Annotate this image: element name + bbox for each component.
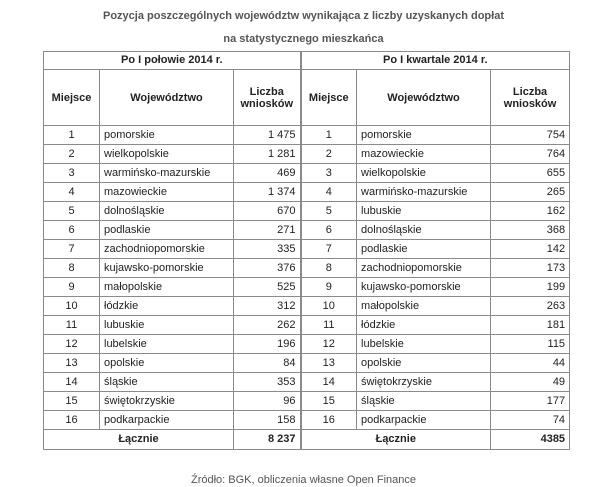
cell-count-left: 96	[234, 392, 301, 411]
cell-place-left: 16	[44, 411, 100, 430]
cell-region-right: podlaskie	[357, 240, 491, 259]
cell-place-right: 2	[301, 145, 357, 164]
table-row	[44, 202, 570, 221]
cell-count-right: 764	[491, 145, 570, 164]
col-header-count-right	[491, 70, 570, 126]
cell-region-right: pomorskie	[357, 126, 491, 145]
cell-place-left: 7	[44, 240, 100, 259]
cell-count-left: 196	[234, 335, 301, 354]
cell-region-left: lubelskie	[100, 335, 234, 354]
total-label-right: Łącznie	[301, 430, 491, 450]
cell-region-right: małopolskie	[357, 297, 491, 316]
cell-place-left: 3	[44, 164, 100, 183]
cell-region-left: opolskie	[100, 354, 234, 373]
col-header-region-left: Województwo	[100, 70, 234, 126]
cell-count-left: 84	[234, 354, 301, 373]
table-body	[44, 126, 570, 430]
cell-place-left: 1	[44, 126, 100, 145]
col-header-count-line2: wniosków	[240, 97, 294, 110]
cell-count-right: 115	[491, 335, 570, 354]
table-row	[44, 373, 570, 392]
cell-count-left: 1 374	[234, 183, 301, 202]
cell-place-right: 16	[301, 411, 357, 430]
cell-place-left: 2	[44, 145, 100, 164]
cell-region-right: śląskie	[357, 392, 491, 411]
cell-place-left: 4	[44, 183, 100, 202]
cell-region-left: podlaskie	[100, 221, 234, 240]
cell-region-right: opolskie	[357, 354, 491, 373]
cell-place-left: 8	[44, 259, 100, 278]
cell-count-right: 199	[491, 278, 570, 297]
cell-place-right: 15	[301, 392, 357, 411]
total-label-left: Łącznie	[44, 430, 234, 450]
cell-place-left: 12	[44, 335, 100, 354]
column-header-row	[44, 70, 570, 126]
table-row	[44, 278, 570, 297]
table-row	[44, 335, 570, 354]
cell-region-right: świętokrzyskie	[357, 373, 491, 392]
total-value-right: 4385	[491, 430, 570, 450]
cell-place-left: 10	[44, 297, 100, 316]
cell-region-left: wielkopolskie	[100, 145, 234, 164]
cell-place-left: 5	[44, 202, 100, 221]
cell-place-left: 6	[44, 221, 100, 240]
cell-region-right: łódzkie	[357, 316, 491, 335]
cell-region-left: dolnośląskie	[100, 202, 234, 221]
cell-count-left: 271	[234, 221, 301, 240]
table-row	[44, 392, 570, 411]
cell-place-right: 8	[301, 259, 357, 278]
group-header-left: Po I połowie 2014 r.	[44, 52, 301, 70]
cell-region-left: zachodniopomorskie	[100, 240, 234, 259]
col-header-count-left	[234, 70, 301, 126]
cell-count-left: 525	[234, 278, 301, 297]
table-row	[44, 183, 570, 202]
group-header-row	[44, 52, 570, 70]
table-row	[44, 221, 570, 240]
cell-region-left: pomorskie	[100, 126, 234, 145]
cell-count-right: 655	[491, 164, 570, 183]
total-row	[44, 430, 570, 450]
cell-count-left: 335	[234, 240, 301, 259]
cell-place-right: 12	[301, 335, 357, 354]
cell-region-left: mazowieckie	[100, 183, 234, 202]
cell-place-left: 15	[44, 392, 100, 411]
cell-region-right: mazowieckie	[357, 145, 491, 164]
cell-count-left: 376	[234, 259, 301, 278]
cell-place-right: 3	[301, 164, 357, 183]
cell-count-right: 44	[491, 354, 570, 373]
cell-region-left: małopolskie	[100, 278, 234, 297]
cell-place-right: 10	[301, 297, 357, 316]
cell-region-left: kujawsko-pomorskie	[100, 259, 234, 278]
cell-region-right: lubuskie	[357, 202, 491, 221]
cell-place-right: 9	[301, 278, 357, 297]
cell-region-right: podkarpackie	[357, 411, 491, 430]
cell-place-left: 11	[44, 316, 100, 335]
cell-region-left: podkarpackie	[100, 411, 234, 430]
cell-region-right: zachodniopomorskie	[357, 259, 491, 278]
cell-place-right: 4	[301, 183, 357, 202]
cell-count-right: 162	[491, 202, 570, 221]
col-header-count-line2: wniosków	[503, 97, 557, 110]
cell-count-right: 177	[491, 392, 570, 411]
cell-region-left: łódzkie	[100, 297, 234, 316]
col-header-count-line1: Liczba	[512, 85, 548, 98]
cell-place-right: 13	[301, 354, 357, 373]
cell-region-right: wielkopolskie	[357, 164, 491, 183]
cell-count-left: 312	[234, 297, 301, 316]
table-row	[44, 240, 570, 259]
cell-region-right: dolnośląskie	[357, 221, 491, 240]
ranking-table	[43, 51, 570, 450]
cell-count-right: 74	[491, 411, 570, 430]
cell-count-right: 142	[491, 240, 570, 259]
cell-count-left: 262	[234, 316, 301, 335]
col-header-place-right: Miejsce	[301, 70, 357, 126]
cell-region-left: śląskie	[100, 373, 234, 392]
table-subtitle: na statystycznego mieszkańca	[223, 33, 384, 45]
cell-count-right: 49	[491, 373, 570, 392]
cell-count-left: 1 475	[234, 126, 301, 145]
cell-place-left: 14	[44, 373, 100, 392]
cell-region-left: świętokrzyskie	[100, 392, 234, 411]
table-row	[44, 411, 570, 430]
cell-place-right: 14	[301, 373, 357, 392]
total-value-left: 8 237	[234, 430, 301, 450]
table-row	[44, 259, 570, 278]
cell-count-right: 754	[491, 126, 570, 145]
cell-region-right: warmińsko-mazurskie	[357, 183, 491, 202]
cell-place-right: 1	[301, 126, 357, 145]
cell-count-right: 263	[491, 297, 570, 316]
cell-count-left: 158	[234, 411, 301, 430]
cell-count-right: 173	[491, 259, 570, 278]
cell-place-right: 11	[301, 316, 357, 335]
cell-count-right: 265	[491, 183, 570, 202]
table-row	[44, 354, 570, 373]
cell-count-right: 181	[491, 316, 570, 335]
cell-count-left: 469	[234, 164, 301, 183]
cell-place-right: 6	[301, 221, 357, 240]
cell-count-right: 368	[491, 221, 570, 240]
cell-place-left: 9	[44, 278, 100, 297]
cell-region-left: lubuskie	[100, 316, 234, 335]
cell-region-left: warmińsko-mazurskie	[100, 164, 234, 183]
group-header-right: Po I kwartale 2014 r.	[301, 52, 570, 70]
cell-place-left: 13	[44, 354, 100, 373]
table-row	[44, 126, 570, 145]
cell-count-left: 670	[234, 202, 301, 221]
table-title: Pozycja poszczególnych województw wynikająca z liczby uzyskanych dopłat	[102, 10, 504, 22]
cell-count-left: 353	[234, 373, 301, 392]
table-row	[44, 316, 570, 335]
col-header-count-line1: Liczba	[249, 85, 284, 98]
cell-region-right: kujawsko-pomorskie	[357, 278, 491, 297]
cell-place-right: 7	[301, 240, 357, 259]
source-note: Źródło: BGK, obliczenia własne Open Finance	[190, 474, 416, 486]
col-header-place-left: Miejsce	[44, 70, 100, 126]
table-row	[44, 297, 570, 316]
cell-count-left: 1 281	[234, 145, 301, 164]
cell-place-right: 5	[301, 202, 357, 221]
col-header-region-right: Województwo	[357, 70, 491, 126]
cell-region-right: lubelskie	[357, 335, 491, 354]
table-row	[44, 145, 570, 164]
table-row	[44, 164, 570, 183]
